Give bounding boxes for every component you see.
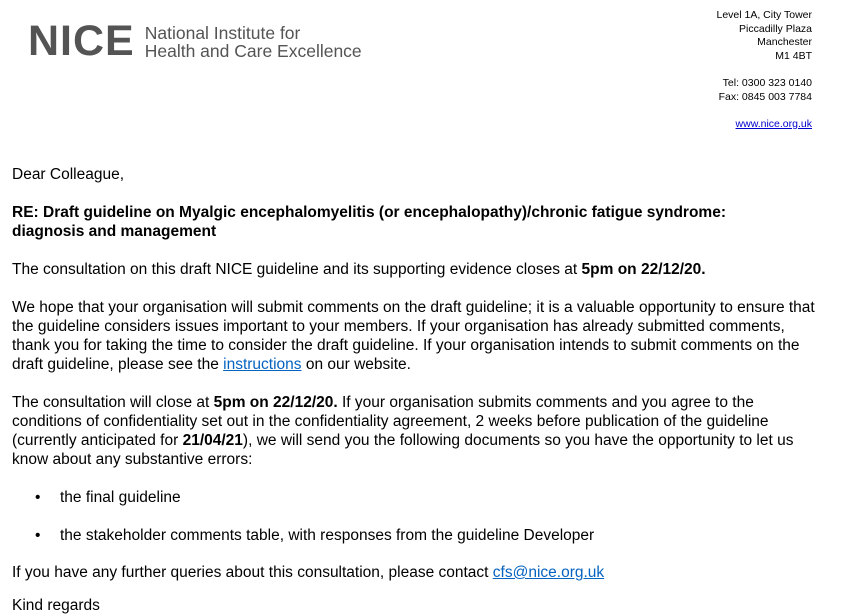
letter-body [12, 165, 822, 615]
logo-text [145, 24, 362, 60]
signoff: Kind regards [12, 597, 100, 614]
list-item [12, 488, 822, 507]
closing-date-paragraph [12, 260, 822, 279]
logo-text-line1: National Institute for [144, 22, 301, 43]
subject-heading [12, 203, 822, 241]
address-line2: Piccadilly Plaza [739, 22, 812, 35]
documents-list [12, 488, 822, 545]
fax: Fax: 0845 003 7784 [718, 90, 812, 103]
spacer [716, 104, 812, 118]
confidentiality-text-b: If your organisation submits comments and you agree to the conditions of confidentiality set out in the confidentiality agreement, 2 weeks before publication of the guideline (currently anticipated for [12, 394, 769, 449]
contact-text: If you have any further queries about this consultation, please contact [12, 564, 493, 581]
address-line1: Level 1A, City Tower [716, 9, 812, 21]
subject-line1: RE: Draft guideline on Myalgic encephalomyelitis (or encephalopathy)/chronic fatigue syndrome: [12, 204, 726, 221]
telephone: Tel: 0300 323 0140 [722, 76, 812, 89]
bullet-icon: • [35, 527, 41, 544]
list-item-text: the final guideline [60, 489, 181, 506]
confidentiality-text-c: ), we will send you the following documents so you have the opportunity to let us know about any substantive errors: [12, 432, 794, 468]
logo-text-line2: Health and Care Excellence [144, 40, 362, 61]
spacer [716, 63, 812, 77]
subject-line2: diagnosis and management [12, 223, 217, 240]
instructions-link[interactable]: instructions [223, 356, 302, 373]
greeting: Dear Colleague, [12, 166, 125, 183]
confidentiality-paragraph [12, 393, 822, 469]
confidentiality-text-a: The consultation will close at [12, 394, 214, 411]
address-block [716, 9, 812, 131]
closing-date: 5pm on 22/12/20. [581, 261, 706, 278]
address-line4: M1 4BT [775, 49, 812, 62]
address-line3: Manchester [757, 36, 812, 49]
closing-date-text: The consultation on this draft NICE guideline and its supporting evidence closes at [12, 261, 582, 278]
nice-logo [28, 17, 362, 65]
contact-paragraph [12, 563, 822, 582]
list-item [12, 526, 822, 545]
closing-date-repeat: 5pm on 22/12/20. [213, 394, 338, 411]
submission-text: We hope that your organisation will submit comments on the draft guideline; it is a valuable opportunity to ensure that the guideline considers issues important to your members. If your organisation has already submitted comments, thank you for taking the time to consider the draft guideline. If your organisation intends to submit comments on the draft guideline, please see the [12, 299, 815, 373]
submission-paragraph [12, 298, 822, 374]
bullet-icon: • [35, 489, 41, 506]
logo-mark: NICE [28, 17, 135, 65]
submission-text-end: on our website. [301, 356, 411, 373]
contact-email-link[interactable]: cfs@nice.org.uk [492, 564, 605, 581]
publication-date: 21/04/21 [182, 432, 243, 449]
list-item-text: the stakeholder comments table, with responses from the guideline Developer [60, 527, 595, 544]
website-link[interactable]: www.nice.org.uk [735, 117, 812, 130]
